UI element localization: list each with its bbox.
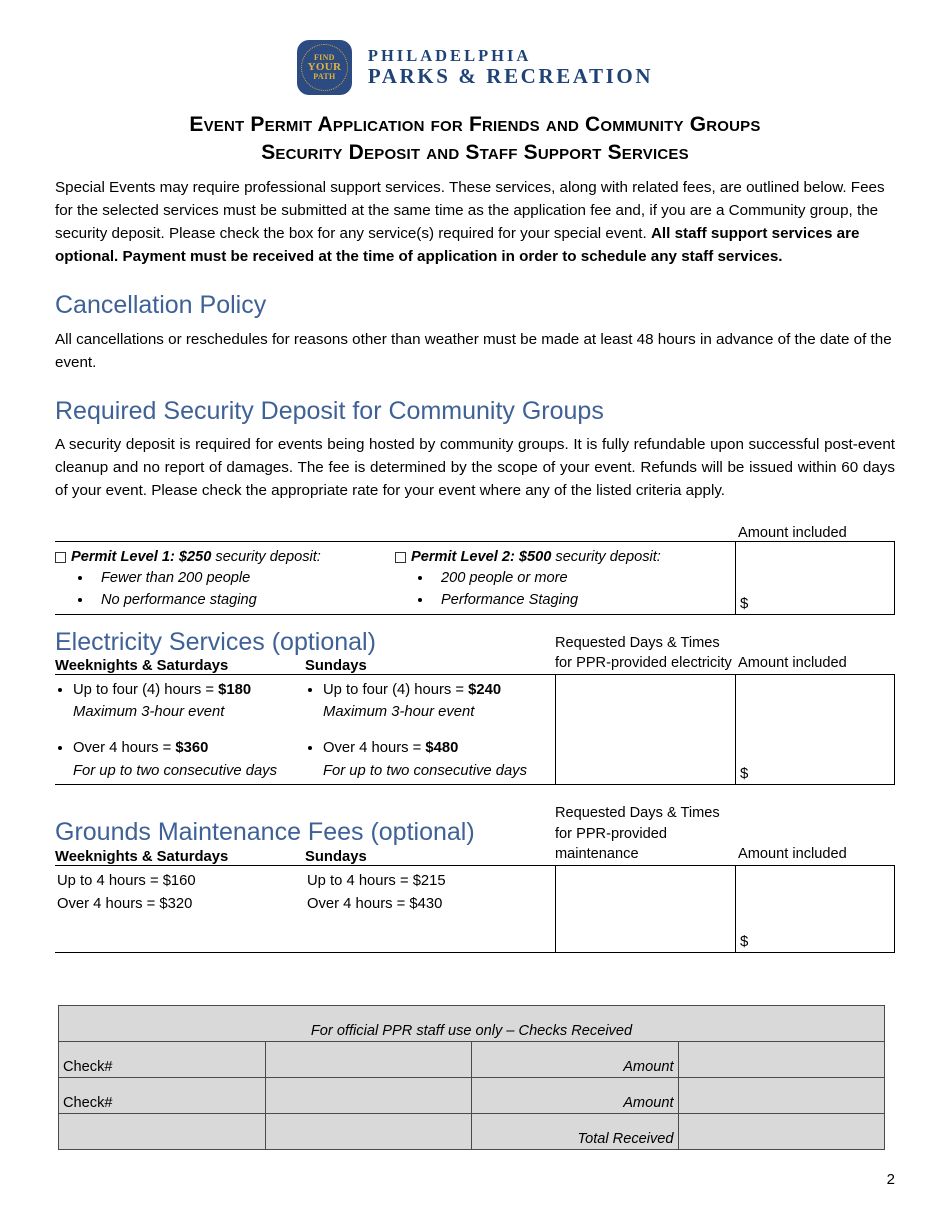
permit-level-2-label-rest: security deposit: [551, 548, 661, 565]
grounds-weeknights-column [55, 870, 305, 952]
permit-level-2-label-bold: Permit Level 2: $500 security deposit: [411, 548, 661, 565]
grounds-requested-label: Requested Days & Times for PPR-provided maintenance [555, 804, 720, 863]
logo-header [55, 0, 895, 95]
list-item [323, 737, 549, 781]
electricity-col2-header: Sundays [305, 658, 367, 675]
electricity-amount-col [735, 653, 895, 674]
total-spacer-left [59, 1113, 266, 1149]
list-item: • Performance Staging [433, 590, 727, 612]
badge-line-2: YOUR [307, 60, 342, 73]
official-use-section [55, 1005, 895, 1150]
badge-line-3: PATH [313, 72, 336, 82]
grounds-requested-col [555, 803, 735, 865]
table-row [59, 1077, 885, 1113]
permit-level-1-header [55, 549, 387, 565]
list-item: Over 4 hours = $320 [57, 896, 193, 913]
permit-level-1-label-rest: security deposit: [211, 548, 321, 565]
electricity-col2-list [305, 679, 549, 782]
electricity-col1-item1-sub: Maximum 3-hour event [73, 704, 225, 721]
grounds-header-row [55, 803, 895, 865]
cancellation-policy-heading: Cancellation Policy [55, 291, 267, 320]
electricity-col1-item1-pre: Up to four (4) hours = [73, 682, 219, 699]
intro-paragraph [55, 176, 895, 268]
check-2-amount-field[interactable] [678, 1077, 885, 1113]
electricity-col1-item2-pre: Over 4 hours = [73, 740, 176, 757]
electricity-col2-item2-sub: For up to two consecutive days [323, 762, 527, 779]
permit-level-2-bullets [395, 568, 727, 612]
table-row [59, 1005, 885, 1041]
grounds-column-headers [55, 849, 555, 865]
check-1-number-field[interactable] [265, 1041, 472, 1077]
security-deposit-body: A security deposit is required for events being hosted by community groups. It is fully refundable upon successful post-event cleanup and no report of damages. The fee is determined by the scope of your event. Refunds will be issued within 60 days of your event. Please check the appropriate rate for your event where any of the listed criteria apply. [55, 436, 895, 500]
electricity-column-headers [55, 658, 555, 674]
permit-level-1-checkbox[interactable] [55, 552, 66, 563]
electricity-col2-item2-price: $480 [425, 740, 459, 757]
cancellation-policy-body: All cancellations or reschedules for reasons other than weather must be made at least 48 hours in advance of the date of the event. [55, 330, 892, 371]
electricity-services-table [55, 629, 895, 785]
grounds-requested-field[interactable] [555, 865, 735, 953]
list-item: • 200 people or more [433, 568, 727, 590]
check-1-amount-label: Amount [472, 1041, 679, 1077]
check-2-amount-label: Amount [472, 1077, 679, 1113]
page-title-line-1: Event Permit Application for Friends and Community Groups [189, 113, 761, 136]
list-item [73, 737, 299, 781]
grounds-title-col [55, 819, 555, 865]
grounds-col2-list [305, 870, 549, 915]
grounds-col1-header: Weeknights & Saturdays [55, 848, 229, 865]
list-item: • Fewer than 200 people [93, 568, 387, 590]
list-item [323, 679, 549, 723]
permit-level-2-column [395, 549, 735, 612]
total-received-label: Total Received [472, 1113, 679, 1149]
electricity-amount-included-label: Amount included [738, 655, 847, 672]
grounds-amount-included-label: Amount included [738, 846, 847, 863]
permit-level-1-label-bold: Permit Level 1: $250 security deposit: [71, 548, 321, 565]
list-item [73, 679, 299, 723]
grounds-sundays-column [305, 870, 555, 952]
grounds-col1-list [55, 870, 299, 915]
electricity-col1-header: Weeknights & Saturdays [55, 658, 229, 675]
list-item: Up to 4 hours = $160 [57, 872, 196, 889]
permit-level-table [55, 525, 895, 615]
permit-amount-included-field[interactable] [735, 541, 895, 615]
electricity-requested-label: Requested Days & Times for PPR-provided electricity [555, 634, 732, 672]
electricity-requested-col [555, 633, 735, 674]
electricity-col1-item2-price: $360 [175, 740, 209, 757]
intro-text-bold: All staff support services are optional. Payment must be received at the time of application in order to schedule any staff services. [55, 224, 860, 265]
table-row [59, 1041, 885, 1077]
grounds-amount-col [735, 844, 895, 865]
grounds-dollar-sign: $ [740, 932, 749, 950]
electricity-col1-item1-price: $180 [218, 682, 252, 699]
wordmark [368, 47, 653, 87]
official-use-table [58, 1005, 885, 1150]
permit-table-body-row [55, 541, 895, 615]
electricity-requested-field[interactable] [555, 674, 735, 785]
electricity-col1-item2-sub: For up to two consecutive days [73, 762, 277, 779]
permit-dollar-sign: $ [740, 594, 749, 612]
list-item: • No performance staging [93, 590, 387, 612]
list-item: Up to 4 hours = $215 [307, 872, 446, 889]
page-title-line-2: Security Deposit and Staff Support Services [261, 141, 689, 165]
intro-text-normal: Special Events may require professional support services. These services, along with related fees, are outlined below. Fees for the selected services must be submitted at the same time as the application fee and, if you are a Community group, the security deposit. Please check the box for any service(s) required for your special event. [55, 178, 885, 242]
grounds-body-row [55, 865, 895, 953]
electricity-col2-item2-pre: Over 4 hours = [323, 740, 426, 757]
permit-level-2-checkbox[interactable] [395, 552, 406, 563]
electricity-col1-list [55, 679, 299, 782]
security-deposit-heading: Required Security Deposit for Community Groups [55, 396, 604, 425]
electricity-header-row [55, 629, 895, 675]
electricity-sundays-column [305, 679, 555, 784]
grounds-maintenance-table [55, 803, 895, 953]
electricity-col2-item1-sub: Maximum 3-hour event [323, 704, 475, 721]
electricity-col2-item1-price: $240 [468, 682, 502, 699]
page-title [55, 111, 895, 168]
electricity-weeknights-column [55, 679, 305, 784]
total-spacer-mid [265, 1113, 472, 1149]
grounds-rates-cell [55, 865, 555, 953]
permit-table-header-row [55, 525, 895, 541]
grounds-amount-field[interactable] [735, 865, 895, 953]
electricity-rates-cell [55, 674, 555, 785]
list-item: Over 4 hours = $430 [307, 896, 443, 913]
permit-level-2-header [395, 549, 727, 565]
wordmark-line-2: PARKS & RECREATION [367, 64, 654, 89]
grounds-col2-header: Sundays [305, 848, 367, 865]
permit-header-spacer [55, 525, 735, 541]
check-1-amount-field[interactable] [678, 1041, 885, 1077]
electricity-dollar-sign: $ [740, 764, 749, 782]
check-2-number-field[interactable] [265, 1077, 472, 1113]
total-received-field[interactable] [678, 1113, 885, 1149]
check-1-label: Check# [59, 1041, 266, 1077]
check-2-label: Check# [59, 1077, 266, 1113]
permit-level-1-column [55, 549, 395, 612]
permit-level-1-bullets [55, 568, 387, 612]
table-row [59, 1113, 885, 1149]
permit-amount-included-label: Amount included [738, 524, 847, 541]
electricity-title-col [55, 629, 555, 675]
find-your-path-badge-icon [297, 40, 352, 95]
electricity-col2-item1-pre: Up to four (4) hours = [323, 682, 469, 699]
wordmark-line-1: PHILADELPHIA [367, 46, 532, 66]
electricity-amount-field[interactable] [735, 674, 895, 785]
grounds-heading: Grounds Maintenance Fees (optional) [55, 818, 475, 847]
official-use-banner: For official PPR staff use only – Checks Received [59, 1005, 885, 1041]
electricity-heading: Electricity Services (optional) [55, 627, 376, 656]
permit-levels-cell [55, 541, 735, 615]
page-number: 2 [886, 1171, 895, 1188]
electricity-body-row [55, 674, 895, 785]
badge-line-1: FIND [314, 52, 335, 62]
badge-text [308, 54, 342, 82]
